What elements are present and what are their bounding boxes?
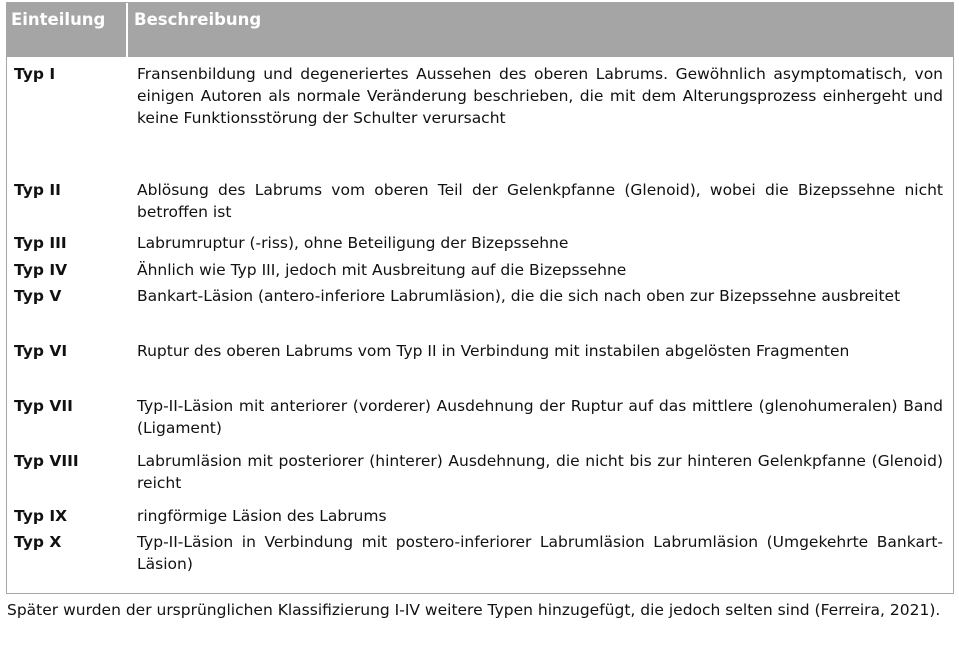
row-type: Typ VIII xyxy=(14,452,79,470)
row-description: Typ-II-Läsion in Verbindung mit postero-inferiorer Labrumläsion Labrumläsion (Umgekehrte Bankart-Läsion) xyxy=(137,533,943,573)
row-type: Typ IX xyxy=(14,507,68,525)
row-description: Fransenbildung und degeneriertes Aussehen des oberen Labrums. Gewöhnlich asymptomatisch, von einigen Autoren als normale Veränderung beschrieben, die mit dem Alterungsprozess einhergeht und keine Funktionsstörung der Schulter verursacht xyxy=(137,65,943,127)
row-type: Typ II xyxy=(14,181,61,199)
row-description: Labrumruptur (-riss), ohne Beteiligung der Bizepssehne xyxy=(137,234,569,252)
footer-paragraph: Später wurden der ursprünglichen Klassifizierung I-IV weitere Typen hinzugefügt, die jedoch selten sind (Ferreira, 2021). xyxy=(7,601,941,619)
row-type: Typ VI xyxy=(14,342,68,360)
row-description: Typ-II-Läsion mit anteriorer (vorderer) Ausdehnung der Ruptur auf das mittlere (glenohumeralen) Band (Ligament) xyxy=(137,397,943,437)
row-description: Labrumläsion mit posteriorer (hinterer) Ausdehnung, die nicht bis zur hinteren Gelenkpfanne (Glenoid) reicht xyxy=(137,452,943,492)
row-type: Typ V xyxy=(14,287,62,305)
row-type: Typ IV xyxy=(14,261,68,279)
classification-table xyxy=(6,2,954,594)
header-einteilung: Einteilung xyxy=(11,10,106,29)
row-type: Typ VII xyxy=(14,397,73,415)
header-beschreibung: Beschreibung xyxy=(134,10,262,29)
row-type: Typ X xyxy=(14,533,62,551)
row-description: Ruptur des oberen Labrums vom Typ II in Verbindung mit instabilen abgelösten Fragmenten xyxy=(137,342,850,360)
row-description: Ablösung des Labrums vom oberen Teil der Gelenkpfanne (Glenoid), wobei die Bizepssehne nicht betroffen ist xyxy=(137,181,943,221)
row-description: Bankart-Läsion (antero-inferiore Labrumläsion), die die sich nach oben zur Bizepssehne ausbreitet xyxy=(137,287,901,305)
row-description: Ähnlich wie Typ III, jedoch mit Ausbreitung auf die Bizepssehne xyxy=(137,261,627,279)
row-type: Typ III xyxy=(14,234,67,252)
table-header xyxy=(7,3,953,57)
header-separator xyxy=(126,3,128,57)
row-type: Typ I xyxy=(14,65,56,83)
row-description: ringförmige Läsion des Labrums xyxy=(137,507,387,525)
